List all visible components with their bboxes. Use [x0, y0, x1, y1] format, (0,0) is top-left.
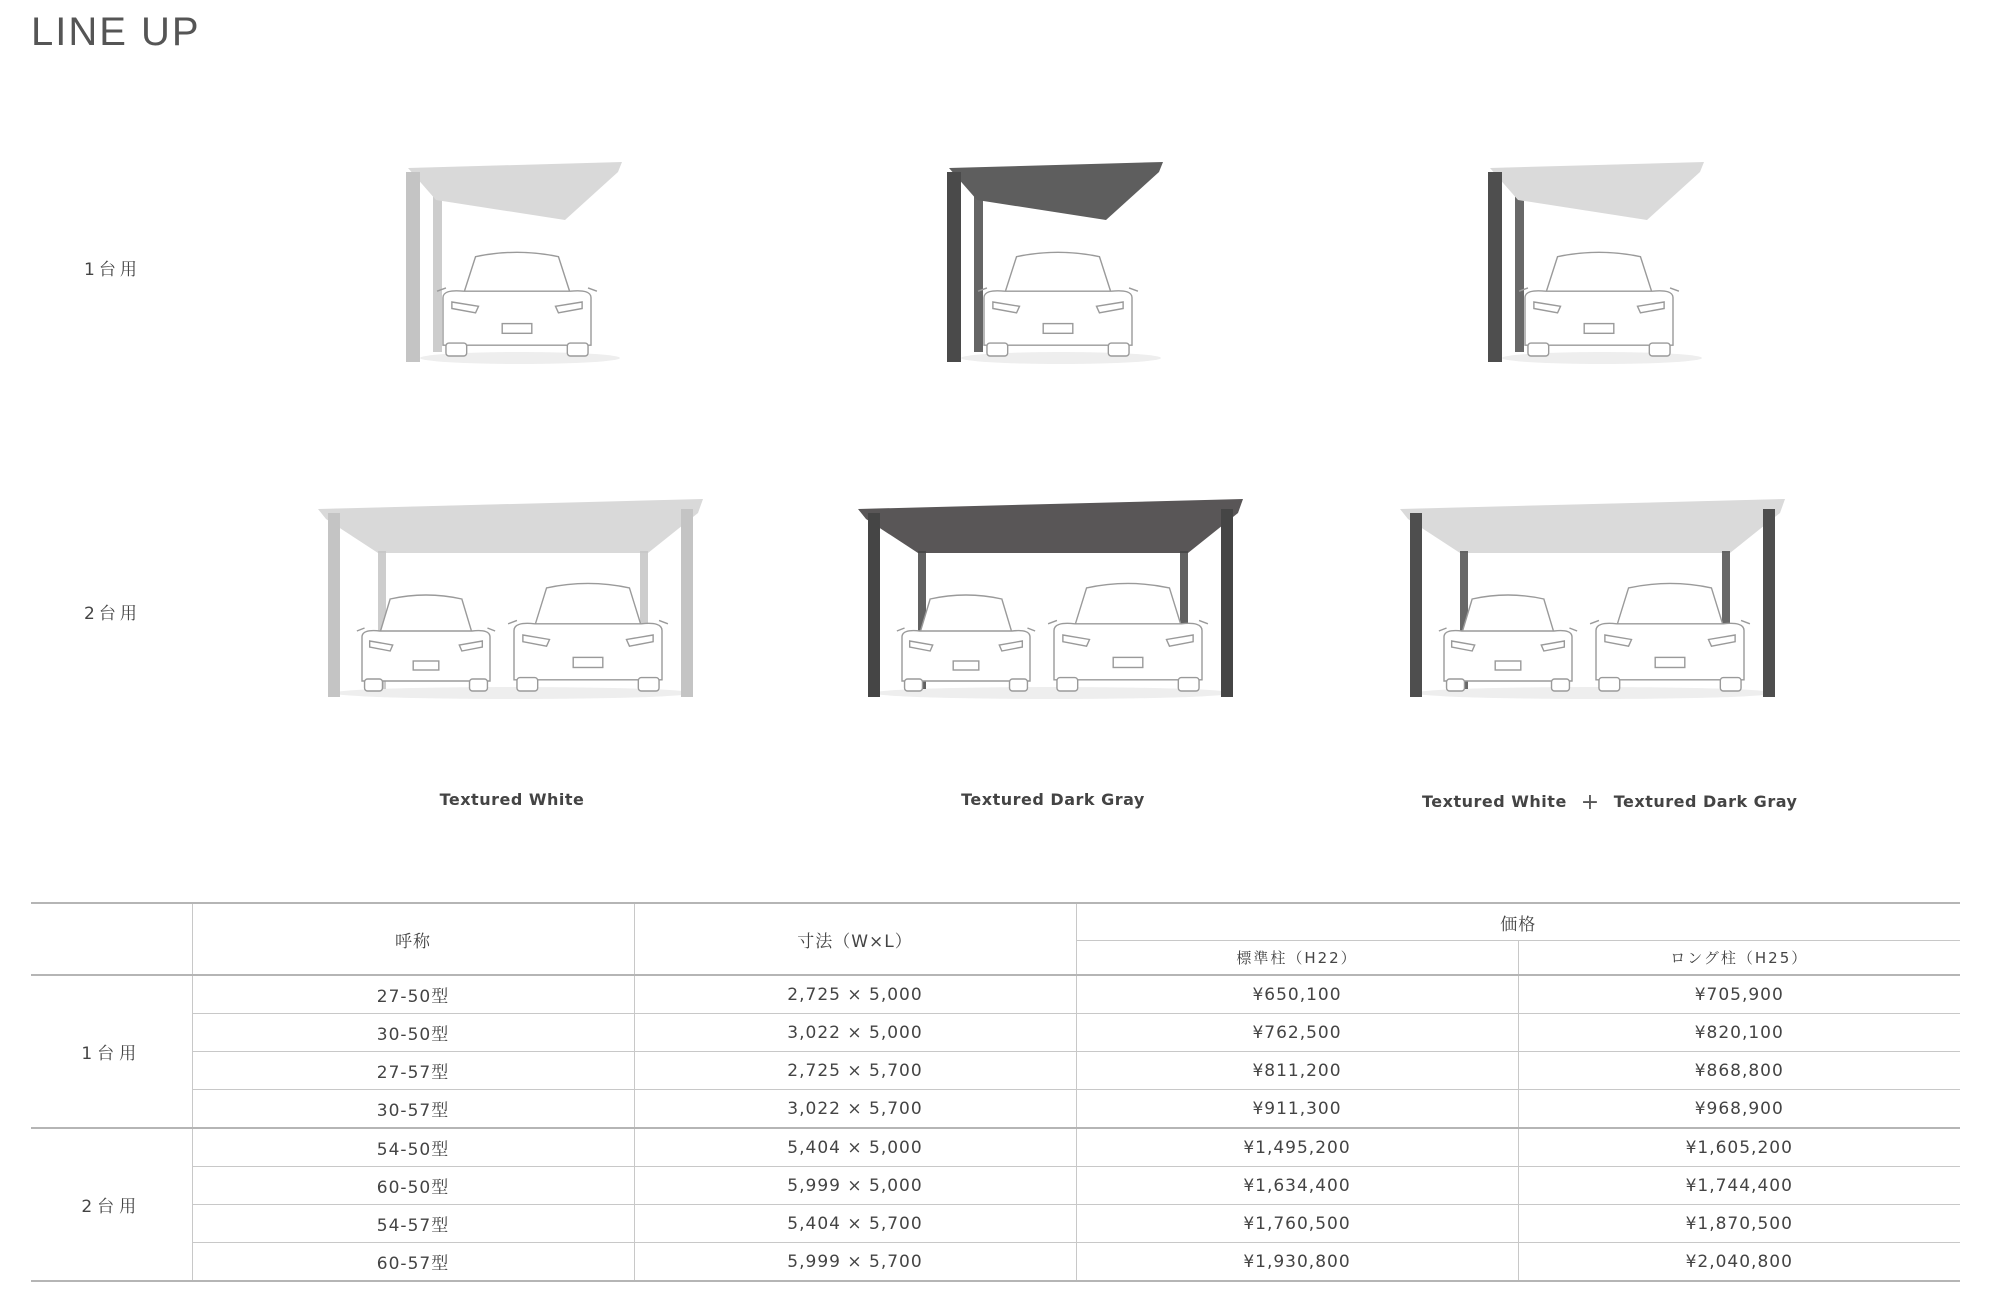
car-outline: [1519, 252, 1679, 356]
cell-price-standard: ¥650,100: [1076, 975, 1518, 1014]
cell-price-long: ¥1,744,400: [1518, 1167, 1960, 1205]
caption-col3-white: Textured White: [1422, 792, 1567, 811]
rear-post: [433, 182, 442, 352]
header-price: 価格: [1076, 903, 1960, 941]
cell-price-long: ¥705,900: [1518, 975, 1960, 1014]
cell-size: 2,725 × 5,000: [634, 975, 1076, 1014]
cell-price-standard: ¥811,200: [1076, 1052, 1518, 1090]
cell-name: 30-50型: [192, 1014, 634, 1052]
cell-price-standard: ¥1,760,500: [1076, 1205, 1518, 1243]
table-row: [31, 1014, 1960, 1052]
front-post-right: [1763, 509, 1775, 697]
front-post-right: [681, 509, 693, 697]
roof: [858, 499, 1243, 553]
carport-single-textured-white-svg: [400, 160, 640, 370]
table-row: [31, 1128, 1960, 1167]
caption-col3-dark-gray: Textured Dark Gray: [1613, 792, 1798, 811]
cell-price-long: ¥1,870,500: [1518, 1205, 1960, 1243]
rear-post: [974, 182, 983, 352]
cell-name: 60-57型: [192, 1243, 634, 1282]
table-row: [31, 1205, 1960, 1243]
table-row: [31, 1243, 1960, 1282]
cell-price-standard: ¥762,500: [1076, 1014, 1518, 1052]
front-post: [947, 172, 961, 362]
header-price-standard: 標準柱（H22）: [1076, 941, 1518, 976]
cell-size: 2,725 × 5,700: [634, 1052, 1076, 1090]
car-outline: [357, 595, 495, 691]
front-post-left: [868, 513, 880, 697]
carport-single-white-dark-gray-svg: [1482, 160, 1722, 370]
carport-single-textured-dark-gray-svg: [941, 160, 1181, 370]
roof: [318, 499, 703, 553]
roof: [1400, 499, 1785, 553]
car-outline: [1439, 595, 1577, 691]
group-label-double: 2台用: [31, 1128, 192, 1281]
cell-name: 54-50型: [192, 1128, 634, 1167]
table-row: [31, 1052, 1960, 1090]
row-label-double: 2台用: [84, 604, 141, 624]
header-dimensions: 寸法（W×L）: [634, 903, 1076, 975]
cell-size: 3,022 × 5,700: [634, 1090, 1076, 1129]
front-post-left: [328, 513, 340, 697]
header-name: 呼称: [192, 903, 634, 975]
table-corner-cell: [31, 903, 192, 975]
header-price-long: ロング柱（H25）: [1518, 941, 1960, 976]
carport-double-textured-white-svg: [318, 495, 708, 705]
caption-textured-dark-gray: Textured Dark Gray: [961, 790, 1145, 809]
cell-name: 30-57型: [192, 1090, 634, 1129]
rear-post: [1515, 182, 1524, 352]
cell-name: 60-50型: [192, 1167, 634, 1205]
cell-price-long: ¥968,900: [1518, 1090, 1960, 1129]
carport-single-textured-white: [400, 160, 640, 370]
carport-double-white-dark-gray: [1400, 495, 1790, 705]
caption-textured-white: Textured White: [439, 790, 585, 809]
cell-size: 5,999 × 5,000: [634, 1167, 1076, 1205]
car-outline: [437, 252, 597, 356]
cell-price-standard: ¥1,930,800: [1076, 1243, 1518, 1282]
cell-price-long: ¥1,605,200: [1518, 1128, 1960, 1167]
front-post: [406, 172, 420, 362]
cell-size: 3,022 × 5,000: [634, 1014, 1076, 1052]
front-post: [1488, 172, 1502, 362]
row-label-single: 1台用: [84, 260, 141, 280]
cell-price-long: ¥2,040,800: [1518, 1243, 1960, 1282]
table-row: [31, 1090, 1960, 1129]
page-title: LINE UP: [31, 10, 201, 54]
carport-double-textured-white: [318, 495, 708, 705]
cell-size: 5,999 × 5,700: [634, 1243, 1076, 1282]
carport-double-white-dark-gray-svg: [1400, 495, 1790, 705]
table-row: [31, 1167, 1960, 1205]
cell-name: 54-57型: [192, 1205, 634, 1243]
cell-name: 27-50型: [192, 975, 634, 1014]
cell-price-long: ¥820,100: [1518, 1014, 1960, 1052]
front-post-right: [1221, 509, 1233, 697]
group-label-single: 1台用: [31, 975, 192, 1128]
cell-size: 5,404 × 5,000: [634, 1128, 1076, 1167]
caption-white-plus-dark-gray: [1422, 790, 1798, 815]
table-row: [31, 975, 1960, 1014]
cell-size: 5,404 × 5,700: [634, 1205, 1076, 1243]
carport-single-white-dark-gray: [1482, 160, 1722, 370]
car-outline: [978, 252, 1138, 356]
cell-price-long: ¥868,800: [1518, 1052, 1960, 1090]
plus-icon: +: [1580, 790, 1600, 815]
cell-name: 27-57型: [192, 1052, 634, 1090]
carport-double-textured-dark-gray: [858, 495, 1248, 705]
carport-single-textured-dark-gray: [941, 160, 1181, 370]
car-outline: [897, 595, 1035, 691]
cell-price-standard: ¥911,300: [1076, 1090, 1518, 1129]
carport-double-textured-dark-gray-svg: [858, 495, 1248, 705]
cell-price-standard: ¥1,495,200: [1076, 1128, 1518, 1167]
front-post-left: [1410, 513, 1422, 697]
price-table: [31, 902, 1960, 1282]
cell-price-standard: ¥1,634,400: [1076, 1167, 1518, 1205]
